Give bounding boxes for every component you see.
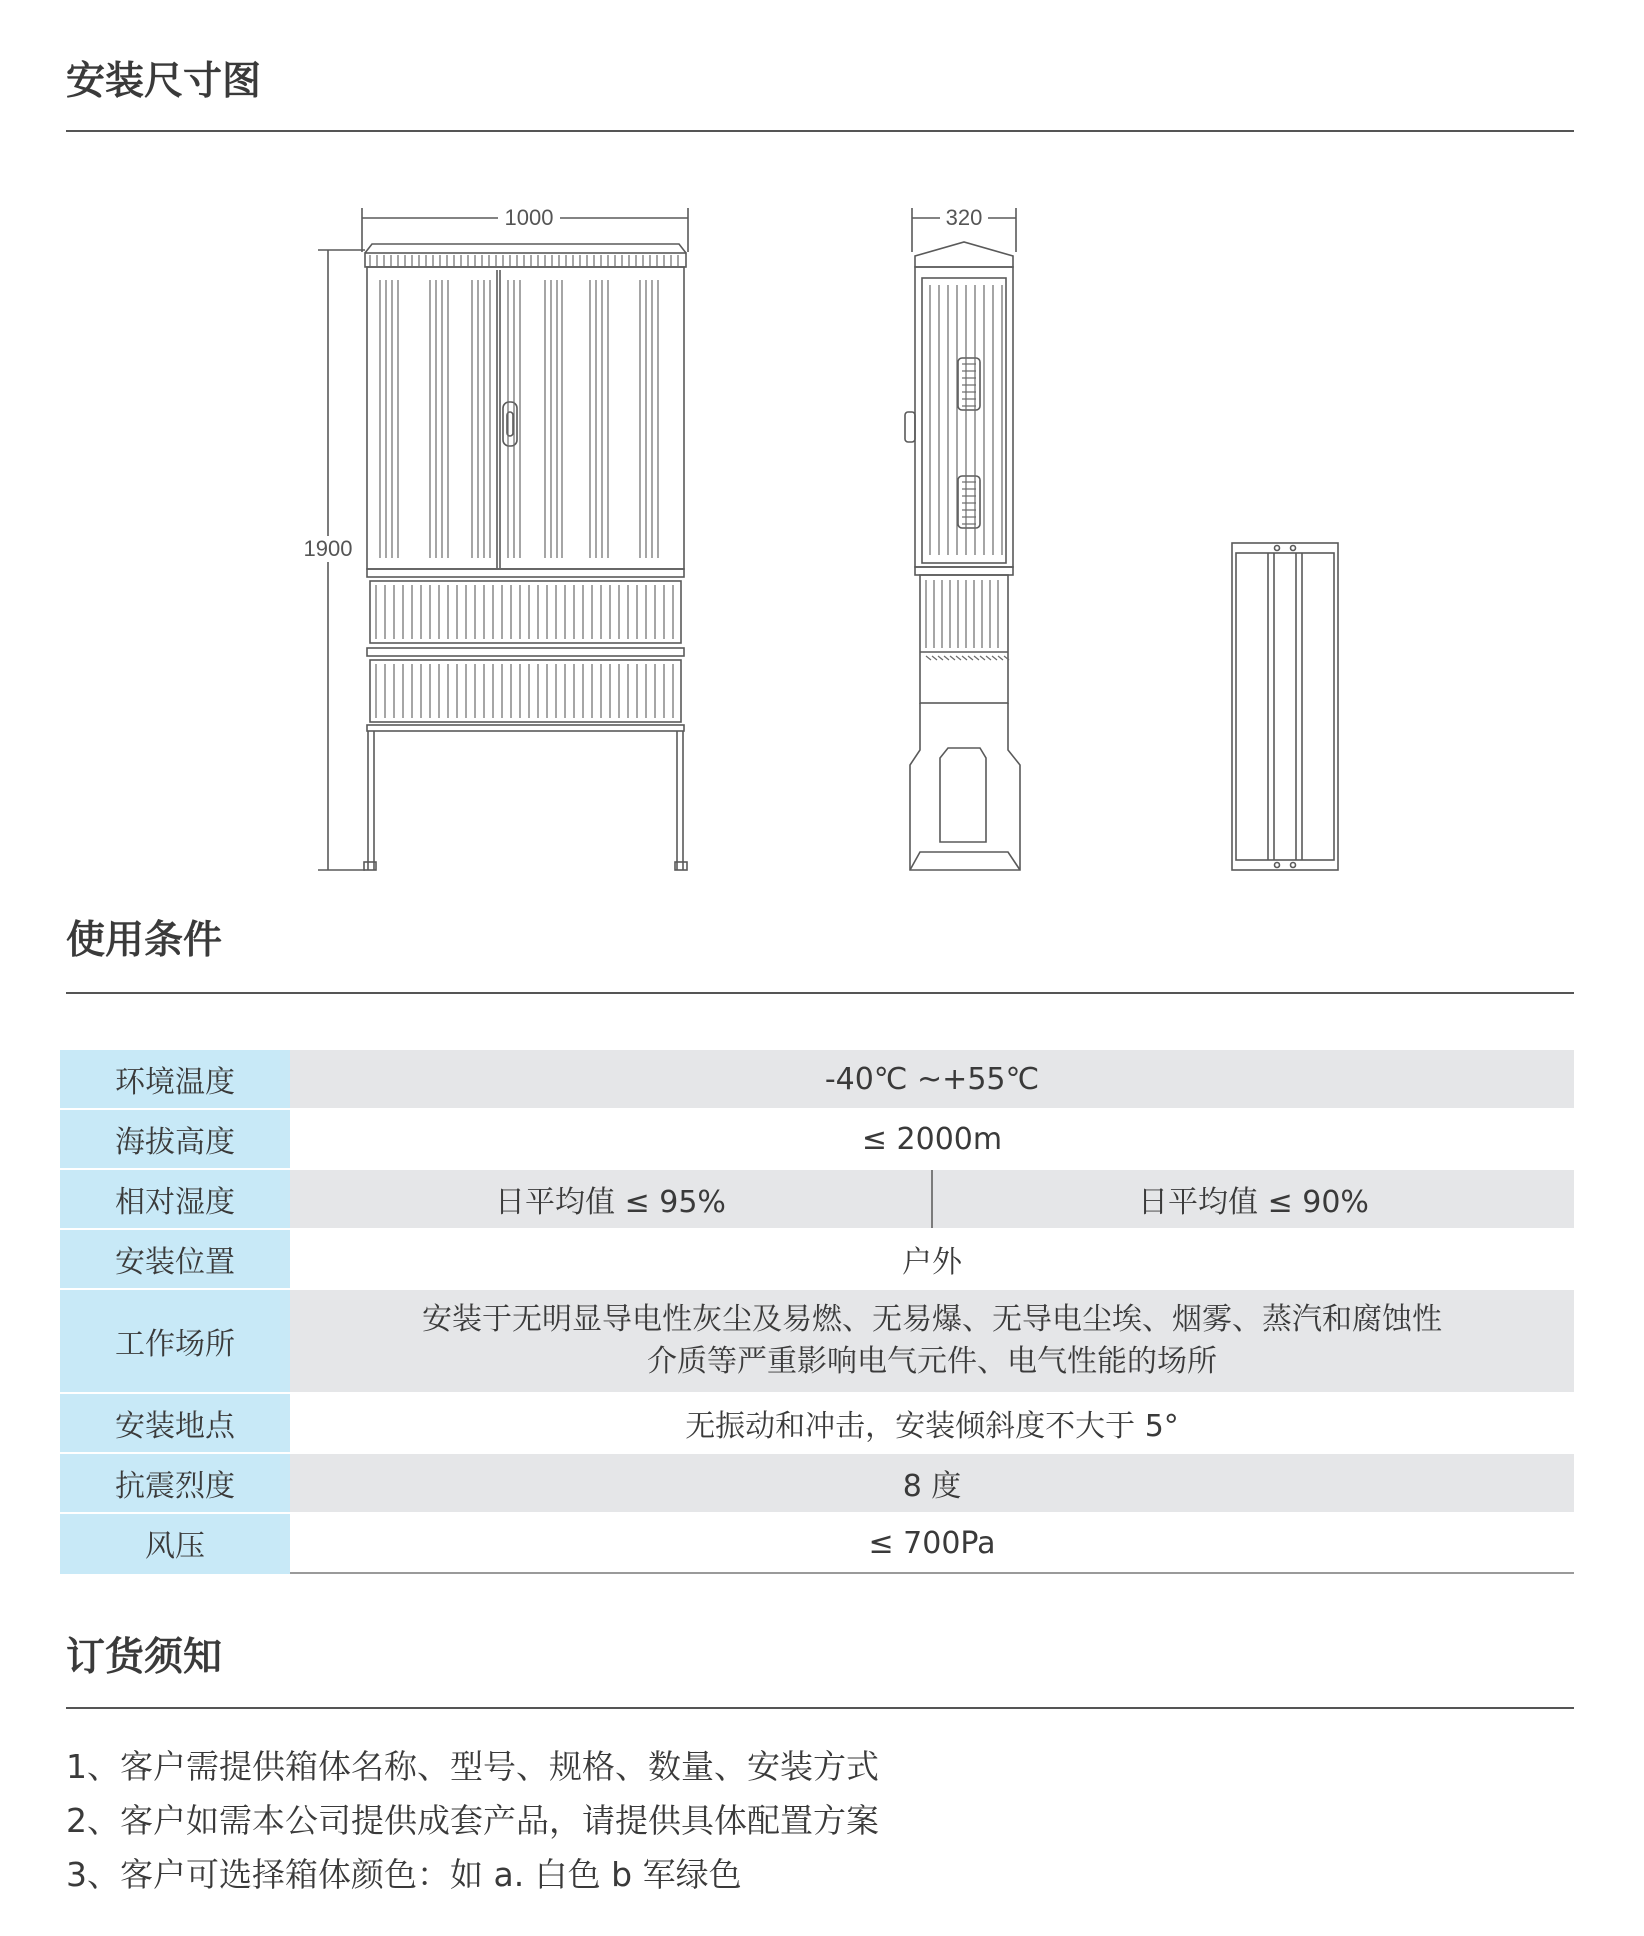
table-row — [60, 1393, 1574, 1453]
section-divider — [66, 1707, 1574, 1709]
section-title-order-notes: 订货须知 — [66, 1635, 223, 1680]
table-row — [60, 1109, 1574, 1169]
row-value-line: 介质等严重影响电气元件、电气性能的场所 — [647, 1344, 1217, 1379]
row-label: 风压 — [60, 1513, 290, 1573]
list-item: 3、客户可选择箱体颜色：如 a. 白色 b 军绿色 — [66, 1855, 742, 1894]
row-label: 安装地点 — [60, 1393, 290, 1453]
depth-dimension-label: 320 — [945, 205, 983, 230]
table-row — [60, 1513, 1574, 1573]
row-value: 无振动和冲击，安装倾斜度不大于 5° — [290, 1393, 1574, 1453]
cabinet-front-view — [364, 244, 687, 870]
row-label: 环境温度 — [60, 1050, 290, 1109]
row-label: 相对湿度 — [60, 1169, 290, 1229]
row-value: -40℃ ~+55℃ — [290, 1050, 1574, 1109]
table-row — [60, 1169, 1574, 1229]
row-label: 工作场所 — [60, 1289, 290, 1393]
row-label: 安装位置 — [60, 1229, 290, 1289]
row-value-line: 安装于无明显导电性灰尘及易燃、无易爆、无导电尘埃、烟雾、蒸汽和腐蚀性 — [422, 1302, 1442, 1337]
row-value: ≤ 700Pa — [290, 1513, 1574, 1573]
list-item: 2、客户如需本公司提供成套产品，请提供具体配置方案 — [66, 1801, 879, 1840]
height-dimension-label: 1900 — [303, 536, 353, 561]
row-value: 8 度 — [290, 1453, 1574, 1513]
row-value-left: 日平均值 ≤ 95% — [290, 1169, 932, 1229]
section-title-install-drawing: 安装尺寸图 — [66, 59, 262, 104]
row-value: 户外 — [290, 1229, 1574, 1289]
table-row — [60, 1050, 1574, 1109]
row-label: 抗震烈度 — [60, 1453, 290, 1513]
list-item: 1、客户需提供箱体名称、型号、规格、数量、安装方式 — [66, 1747, 879, 1786]
table-row — [60, 1229, 1574, 1289]
table-row — [60, 1453, 1574, 1513]
conditions-table — [60, 1050, 1574, 1574]
row-value: ≤ 2000m — [290, 1109, 1574, 1169]
cabinet-side-view — [905, 242, 1020, 870]
width-dimension-label: 1000 — [504, 205, 554, 230]
row-label: 海拔高度 — [60, 1109, 290, 1169]
installation-dimension-drawing — [0, 190, 1644, 890]
section-divider — [66, 992, 1574, 994]
order-notes-list — [66, 1740, 879, 1902]
section-title-conditions: 使用条件 — [66, 918, 223, 963]
row-value-right: 日平均值 ≤ 90% — [932, 1169, 1574, 1229]
row-value — [290, 1289, 1574, 1393]
table-row — [60, 1289, 1574, 1393]
cabinet-top-view — [1232, 543, 1338, 870]
section-divider — [66, 130, 1574, 132]
